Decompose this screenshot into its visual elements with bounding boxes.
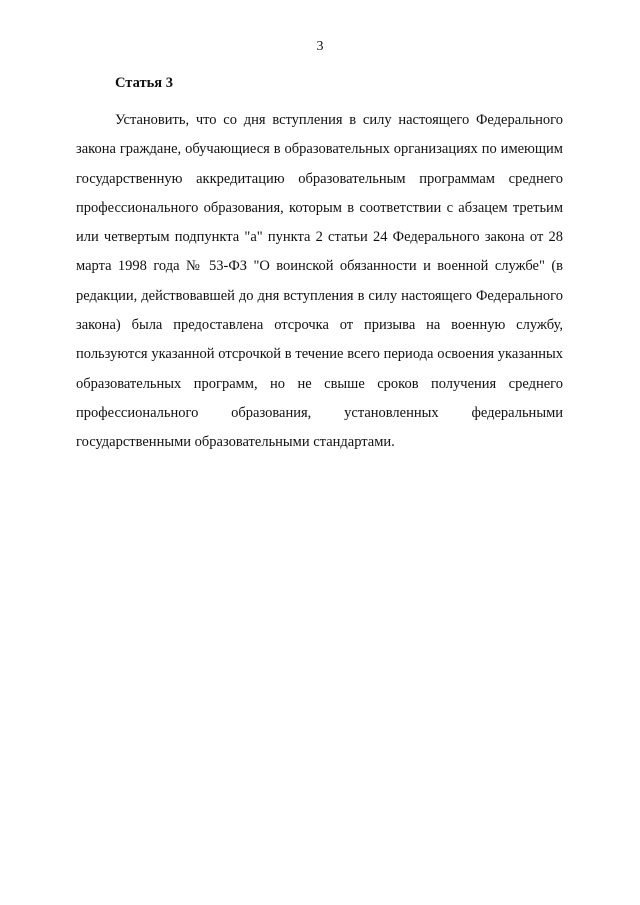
article-body: Установить, что со дня вступления в силу настоящего Федерального закона граждане, обучающиеся в образовательных организациях по имеющим государственную аккредитацию образовательным программам среднего профессионального образования, которым в соответствии с абзацем третьим или четвертым подпункта "а" пункта 2 статьи 24 Федерального закона от 28 марта 1998 года № 53-ФЗ "О воинской обязанности и военной службе" (в редакции, действовавшей до дня вступления в силу настоящего Федерального закона) была предоставлена отсрочка от призыва на военную службу, пользуются указанной отсрочкой в течение всего периода освоения указанных образовательных программ, но не свыше сроков получения среднего профессионального образования, установленных федеральными государственными образовательными стандартами. [76,112,563,451]
article-heading: Статья 3 [115,75,173,91]
page-number: 3 [316,39,324,54]
